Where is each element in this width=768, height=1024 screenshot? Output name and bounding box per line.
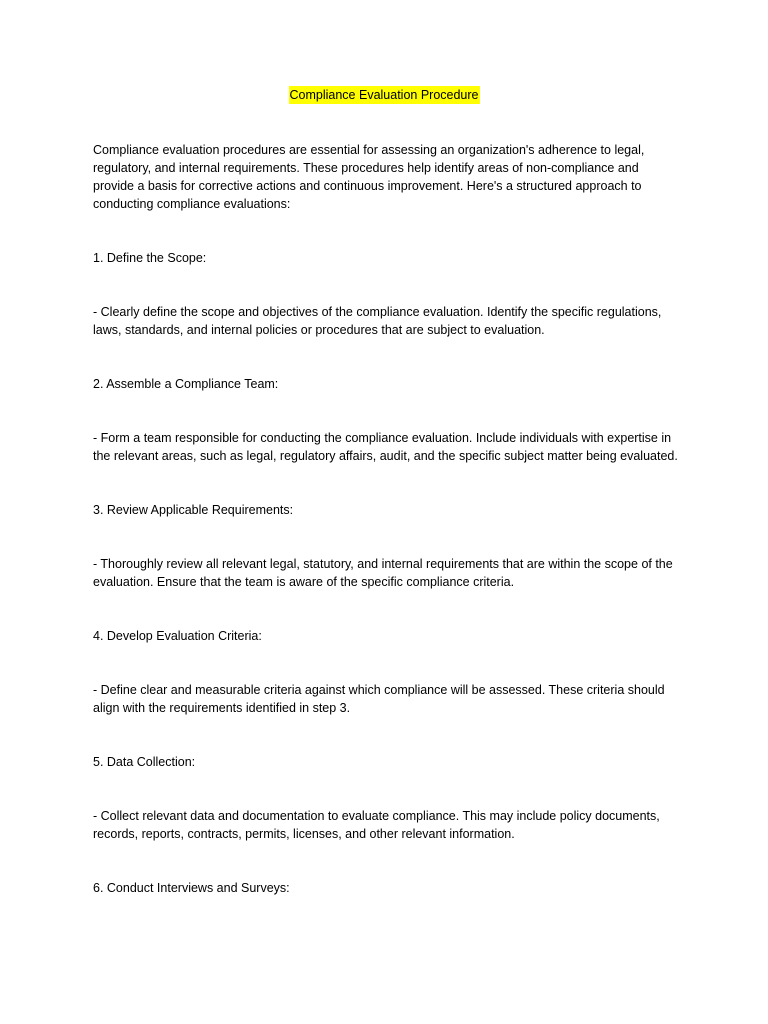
spacer (93, 771, 683, 807)
spacer (93, 519, 683, 555)
document-body (93, 141, 683, 897)
document-title: Compliance Evaluation Procedure (289, 88, 479, 102)
section-text-define-scope: - Clearly define the scope and objectives of the compliance evaluation. Identify the specific regulations, laws, standards, and internal policies or procedures that are subject to evaluation. (93, 305, 662, 337)
spacer (93, 267, 683, 303)
spacer (93, 213, 683, 249)
section-heading-assemble-team: 2. Assemble a Compliance Team: (93, 377, 279, 391)
section-text-review-requirements: - Thoroughly review all relevant legal, statutory, and internal requirements that are within the scope of the evaluation. Ensure that the team is aware of the specific compliance criteria. (93, 557, 673, 589)
section-text-data-collection: - Collect relevant data and documentation to evaluate compliance. This may include policy documents, records, reports, contracts, permits, licenses, and other relevant information. (93, 809, 660, 841)
intro-paragraph: Compliance evaluation procedures are essential for assessing an organization's adherence to legal, regulatory, and internal requirements. These procedures help identify areas of non-compliance and provide a basis for corrective actions and continuous improvement. Here's a structured approach to conducting compliance evaluations: (93, 143, 645, 211)
spacer (93, 717, 683, 753)
section-heading-define-scope: 1. Define the Scope: (93, 251, 207, 265)
title-container (0, 86, 768, 104)
section-text-assemble-team: - Form a team responsible for conducting the compliance evaluation. Include individuals with expertise in the relevant areas, such as legal, regulatory affairs, audit, and the specific subject matter being evaluated. (93, 431, 678, 463)
spacer (93, 843, 683, 879)
section-heading-data-collection: 5. Data Collection: (93, 755, 196, 769)
spacer (93, 465, 683, 501)
section-heading-review-requirements: 3. Review Applicable Requirements: (93, 503, 294, 517)
spacer (93, 339, 683, 375)
section-text-develop-criteria: - Define clear and measurable criteria against which compliance will be assessed. These criteria should align with the requirements identified in step 3. (93, 683, 665, 715)
spacer (93, 591, 683, 627)
section-heading-develop-criteria: 4. Develop Evaluation Criteria: (93, 629, 262, 643)
spacer (93, 393, 683, 429)
section-heading-interviews-surveys: 6. Conduct Interviews and Surveys: (93, 881, 290, 895)
spacer (93, 645, 683, 681)
